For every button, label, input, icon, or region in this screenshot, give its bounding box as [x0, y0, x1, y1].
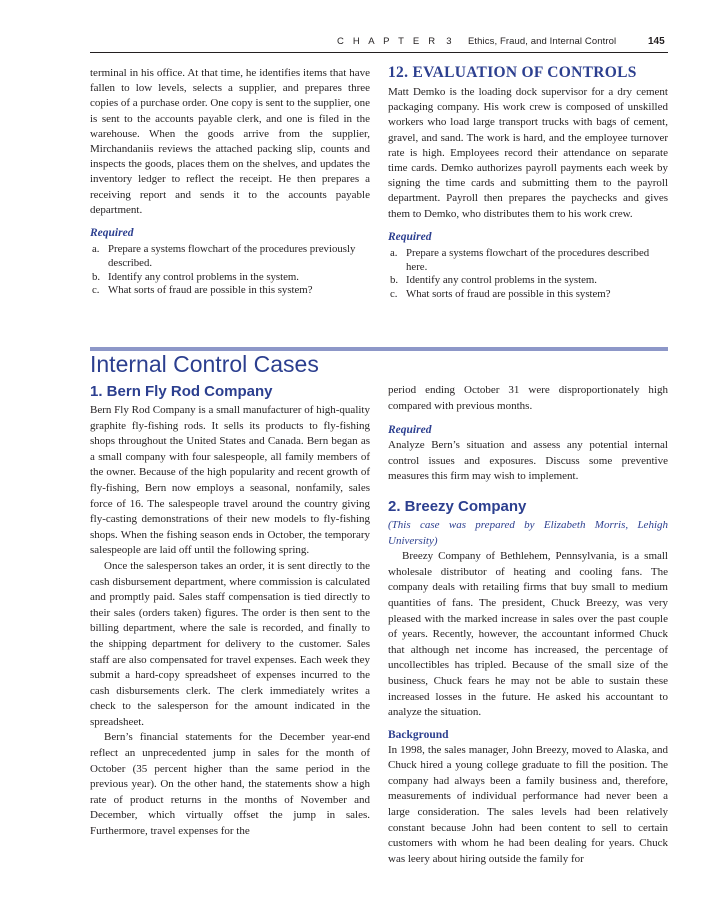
required-heading: Required: [388, 230, 432, 243]
case-paragraph: Breezy Company of Bethlehem, Pennsylvania, is a small wholesale distributor of heating and cooling fans. The company deals with retailing firms that buy small to medium quantities of fans. The president, Chuck Breezy, was very pleased with the marked increase in sales over the past couple of years. Recently, however, the accountant informed Chuck that although net income has increased, the percentage of uncollectibles has tripled. Because of the small size of the business, Chuck fears he may not be able to sustain these increased losses in the future. He asked his accountant to analyze the situation.: [388, 550, 668, 719]
background-heading: Background: [388, 728, 449, 741]
running-header: [0, 36, 719, 52]
question-item: c. What sorts of fraud are possible in this system?: [390, 288, 611, 301]
problem-heading: 12. EVALUATION OF CONTROLS: [388, 64, 637, 81]
case-heading: 1. Bern Fly Rod Company: [90, 383, 273, 400]
question-item: c. What sorts of fraud are possible in this system?: [92, 284, 313, 297]
problem-paragraph: Matt Demko is the loading dock supervisor for a dry cement packaging company. His work crew is composed of unskilled workers who load large transport trucks with bags of cement, gravel, and sand. The work is hard, and the employee turnover rate is high. Employees record their attendance on separate time cards. Demko authorizes payroll payments each week by signing the time cards and submitting them to the payroll department. Payroll then prepares the paychecks and gives them to Demko, who distributes them to his work crew.: [388, 86, 668, 220]
question-list: [90, 243, 370, 298]
case-paragraph: Bern’s financial statements for the December year-end reflect an unprecedented jump in sales for the month of October (35 percent higher than the same period in the previous year). On the other hand, the statements show a high rate of product returns in the months of November and December, which virtually offset the jump in sales. Furthermore, travel expenses for the: [90, 731, 370, 838]
required-text: Analyze Bern’s situation and assess any potential internal control issues and exposures. Discuss some preventive measures this firm may wish to implement.: [388, 439, 668, 483]
case-byline: (This case was prepared by Elizabeth Morris, Lehigh University): [388, 518, 668, 547]
section-title-internal-control-cases: Internal Control Cases: [90, 351, 319, 377]
top-left-column: [90, 66, 370, 298]
header-rule: [90, 52, 668, 53]
case-heading: 2. Breezy Company: [388, 497, 527, 515]
case-paragraph: Once the salesperson takes an order, it is sent directly to the cash disbursement department, where commission is calculated and promptly paid. Sales staff compensation is tied directly to their sales (orders taken) figures. The order is then sent to the billing department, where the sale is recorded, and finally to the shipping department for delivery to the customer. Sales staff are also compensated for travel expenses. Each week they submit a hard-copy spreadsheet of expenses incurred to the cash disbursements clerk. The clerk immediately writes a check to the salesperson for the amount indicated in the spreadsheet.: [90, 559, 370, 728]
case-paragraph: In 1998, the sales manager, John Breezy, moved to Alaska, and Chuck hired a young college graduate to fill the position. The company had always been a family business and, therefore, measurements of individual performance had never been a large consideration. The sales levels had been relatively constant because John had been content to sell to certain customers with whom he had been dealing for years. Chuck was leery about hiring outside the family for: [388, 743, 668, 865]
chapter-label: C H A P T E R 3: [337, 36, 455, 47]
section-title: Ethics, Fraud, and Internal Control: [468, 36, 617, 47]
chapter-number: 3: [446, 36, 455, 47]
question-item: a. Prepare a systems flowchart of the procedures described here.: [390, 246, 650, 273]
question-item: b. Identify any control problems in the system.: [390, 274, 598, 287]
case-paragraph: period ending October 31 were disproportionately high compared with previous months.: [388, 384, 668, 412]
case-paragraph: Bern Fly Rod Company is a small manufacturer of high-quality graphite fly-fishing rods. It sells its products to fly-fishing shops throughout the United States and Canada. Bern began as a small company with four salespeople, all family members of the owner. Because of the high popularity and recent growth of fly-fishing, Bern now employs a seasonal, nonfamily, sales force of 16. The salespeople travel around the country giving fly-casting demonstrations of their new models to fly-fishing shops. When the fishing season ends in October, the temporary salespeople are laid off until the following spring.: [90, 404, 370, 557]
required-heading: Required: [90, 227, 134, 240]
question-list: [388, 247, 668, 302]
required-heading: Required: [388, 424, 432, 437]
question-item: a. Prepare a systems flowchart of the procedures previously described.: [92, 243, 356, 269]
page-number: 145: [648, 36, 665, 47]
bottom-right-column: [388, 383, 668, 867]
problem-continuation-paragraph: terminal in his office. At that time, he identifies items that have fallen to low levels, selects a supplier, and prepares three copies of a purchase order. One copy is sent to the supplier, one is sent to the accounts payable clerk, and one is filed in the warehouse. When the goods arrive from the supplier, Mirchandaniis reviews the attached packing slip, counts and inspects the goods, places them on the shelves, and updates the inventory ledger to reflect the receipt. He then prepares a receiving report and sends it to the accounts payable department.: [90, 67, 370, 216]
top-right-column: [388, 64, 668, 302]
bottom-left-column: [90, 383, 370, 840]
question-item: b. Identify any control problems in the system.: [92, 270, 300, 283]
